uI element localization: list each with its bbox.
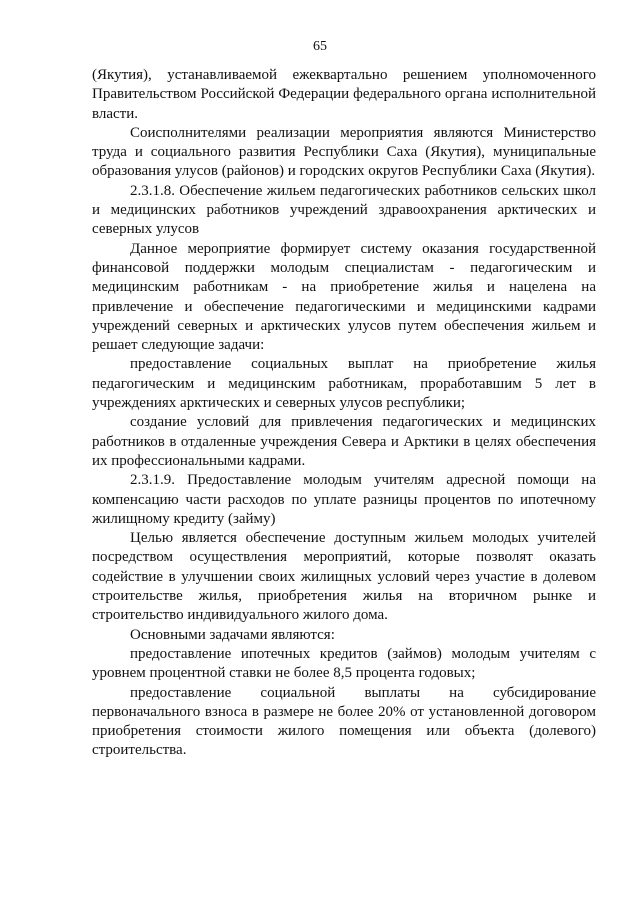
- list-item-create-conditions: создание условий для привлечения педагогических и медицинских работников в отдаленные учреждения Севера и Арктики в целях обеспечения их профессиональными кадрами.: [92, 414, 596, 469]
- list-item-mortgage-loans: предоставление ипотечных кредитов (займов) молодым учителям с уровнем процентной ставки не более 8,5 процента годовых;: [92, 645, 596, 682]
- paragraph-measure-description: Данное мероприятие формирует систему оказания государственной финансовой поддержки молодым специалистам - педагогическим и медицинским работникам - на приобретение жилья и нацелена на привлечение и обеспечение педагогическими и медицинскими кадрами учреждений северных и арктических улусов путем обеспечения жильем и решает следующие задачи:: [92, 240, 596, 354]
- section-heading-2-3-1-9: 2.3.1.9. Предоставление молодым учителям адресной помощи на компенсацию части расходов по уплате разницы процентов по ипотечному жилищному кредиту (займу): [92, 472, 596, 527]
- page-number: 65: [313, 39, 327, 54]
- paragraph-main-tasks: Основными задачами являются:: [130, 626, 335, 643]
- list-item-subsidy: предоставление социальной выплаты на субсидирование первоначального взноса в размере не более 20% от установленной договором приобретения стоимости жилого помещения или объекта (долевого) строительства.: [92, 684, 596, 759]
- section-heading-2-3-1-8: 2.3.1.8. Обеспечение жильем педагогических работников сельских школ и медицинских работников учреждений здравоохранения арктических и северных улусов: [92, 182, 596, 238]
- list-item-social-payments: предоставление социальных выплат на приобретение жилья педагогическим и медицинским работникам, проработавшим 5 лет в учреждениях арктических и северных улусов республики;: [92, 356, 596, 412]
- paragraph-co-executors: Соисполнителями реализации мероприятия являются Министерство труда и социального развития Республики Саха (Якутия), муниципальные образования улусов (районов) и городских округов Республики Саха (Якутия).: [92, 124, 596, 180]
- paragraph-continuation: (Якутия), устанавливаемой ежеквартально решением уполномоченного Правительством Российской Федерации федерального органа исполнительной власти.: [92, 67, 596, 122]
- document-body: [92, 66, 596, 761]
- paragraph-goal: Целью является обеспечение доступным жильем молодых учителей посредством осуществления мероприятий, которые позволят оказать содействие в улучшении своих жилищных условий через участие в долевом строительстве жилья, приобретения жилья на вторичном рынке и строительство индивидуального жилого дома.: [92, 530, 596, 624]
